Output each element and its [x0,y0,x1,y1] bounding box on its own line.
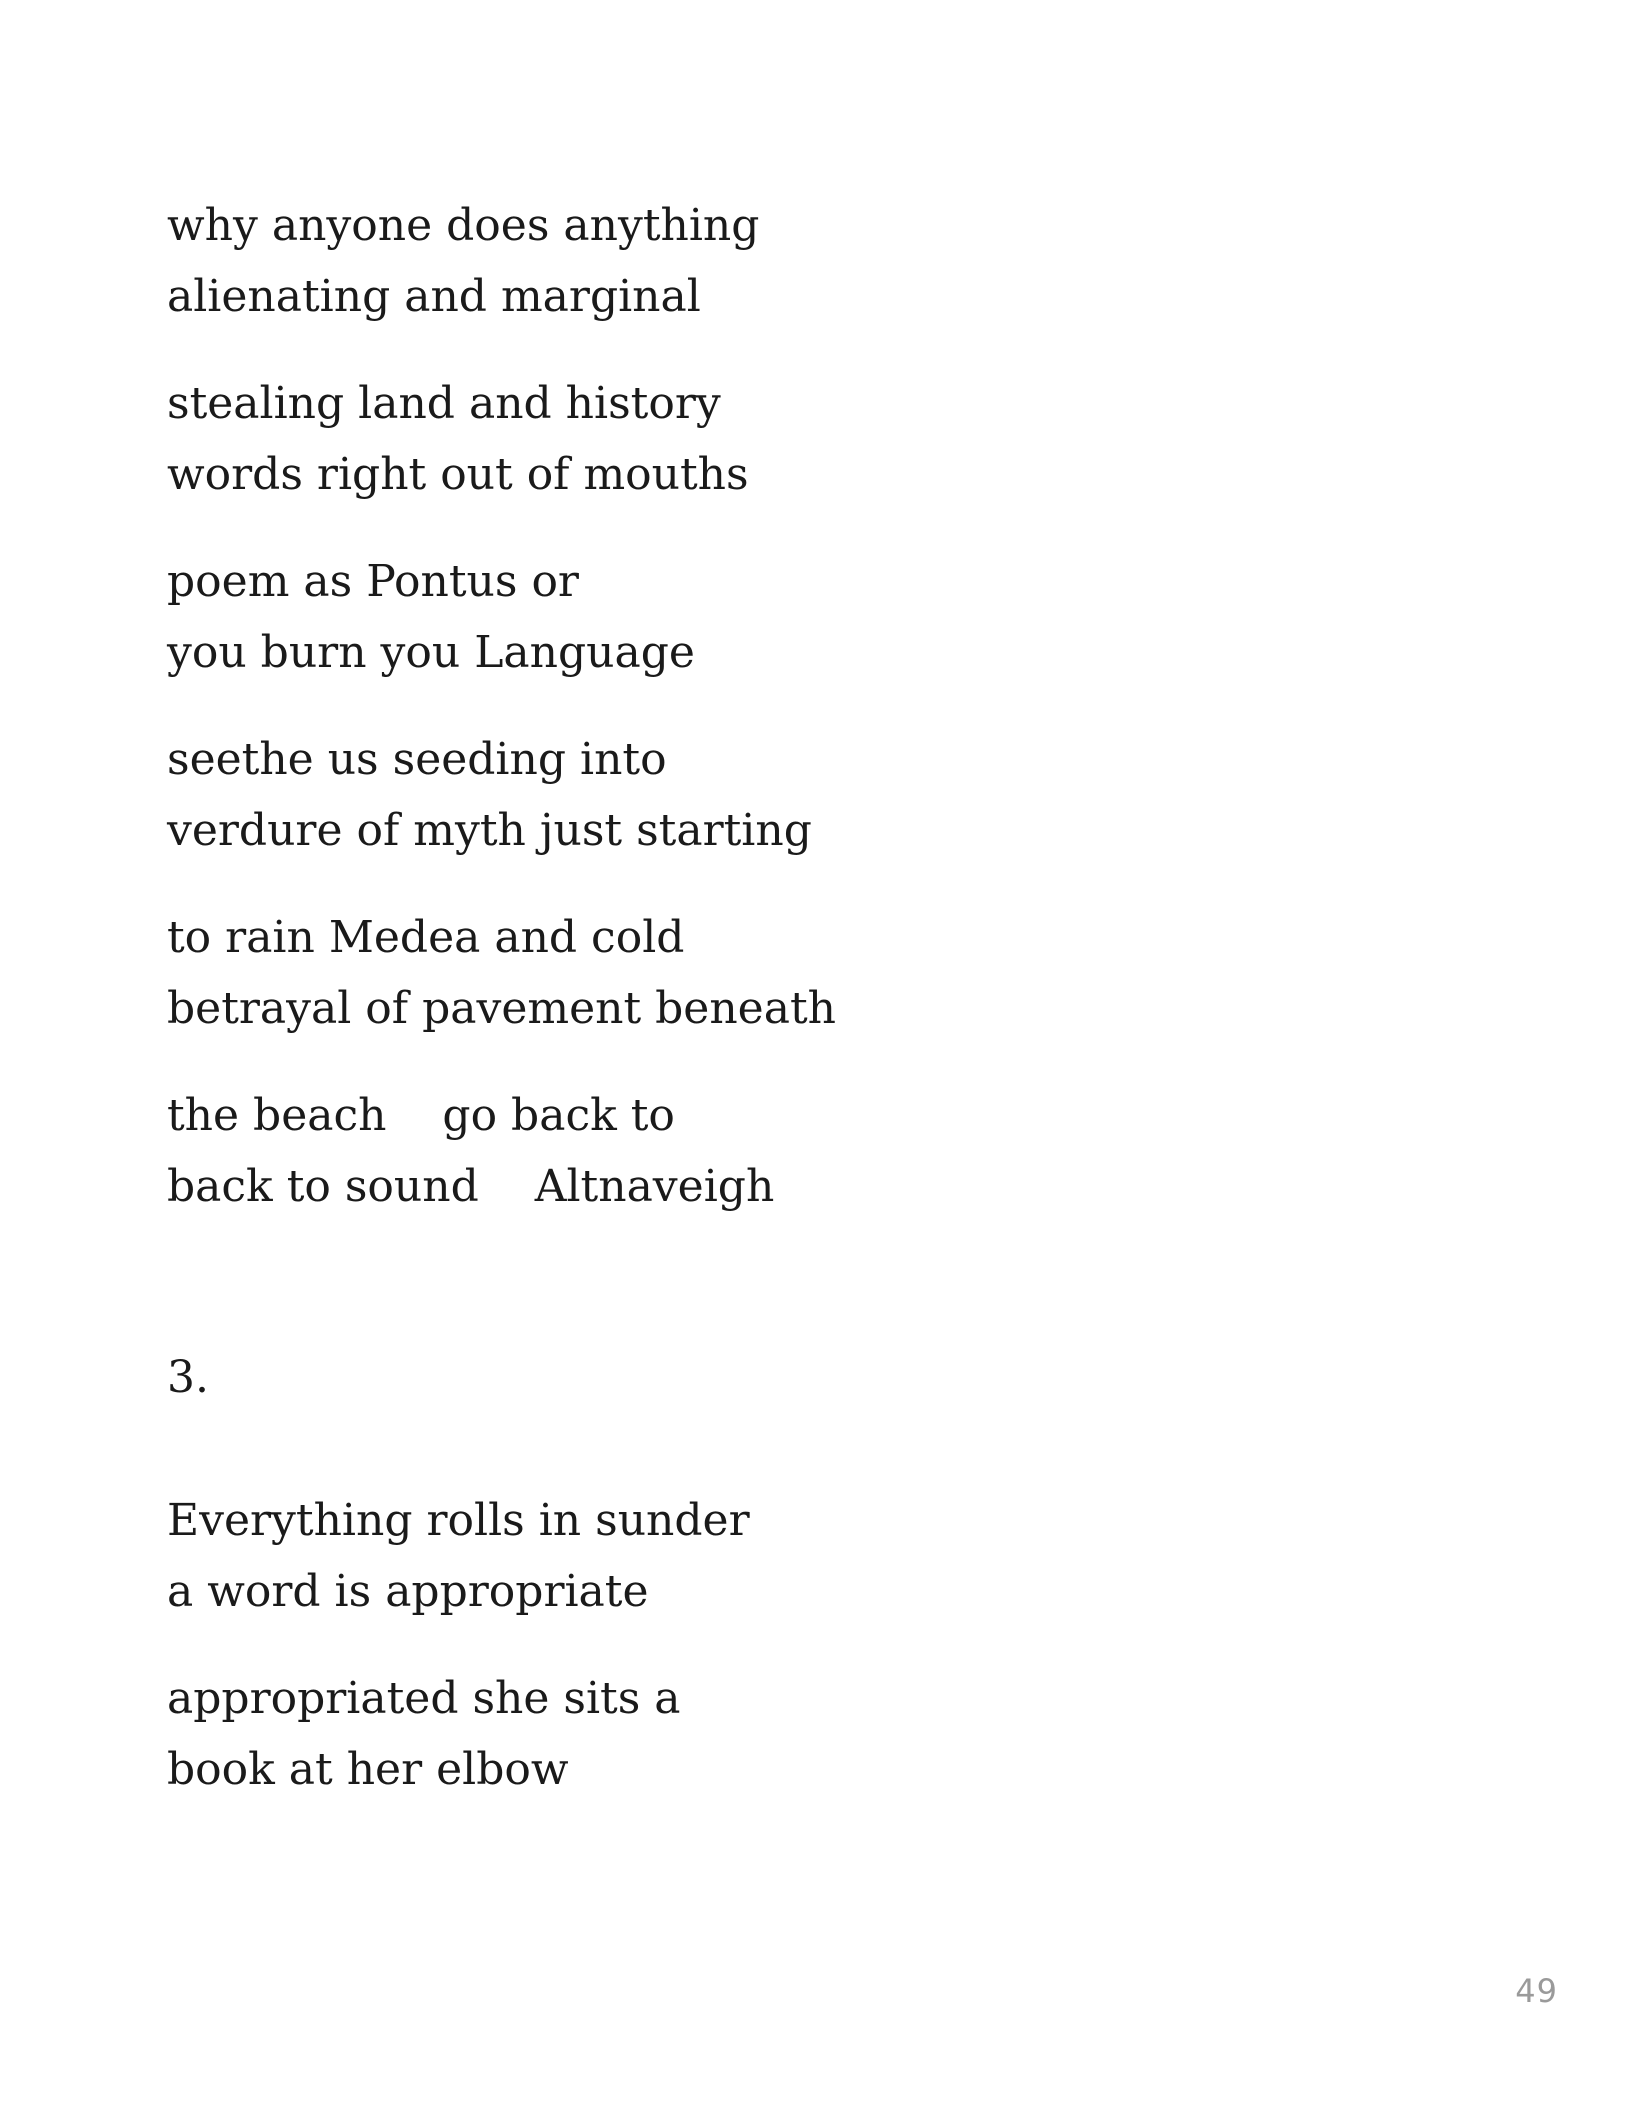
stanza [167,724,1367,866]
poem-line: appropriated she sits a [167,1673,681,1724]
stanza [167,546,1367,688]
page-number: 49 [1515,1972,1558,2010]
poem-line: the beach go back to [167,1090,675,1141]
stanza [167,1485,1367,1627]
poem-line: you burn you Language [167,627,695,678]
stanza [167,1663,1367,1805]
stanza [167,190,1367,332]
poem-line: back to sound Altnaveigh [167,1161,775,1212]
poem-line: why anyone does anything [167,200,760,251]
section-number: 3. [167,1352,209,1403]
poem-line: book at her elbow [167,1744,569,1795]
poem-line: stealing land and history [167,378,721,429]
poem-line: poem as Pontus or [167,556,579,607]
poem-line: words right out of mouths [167,449,749,500]
stanza [167,368,1367,510]
poem-line: seethe us seeding into [167,734,667,785]
poem-line: to rain Medea and cold [167,912,685,963]
poem-line: betrayal of pavement beneath [167,983,836,1034]
poem-line: verdure of myth just starting [167,805,812,856]
poem-body [167,190,1367,1805]
stanza [167,1080,1367,1222]
poem-line: alienating and marginal [167,271,701,322]
poem-line: a word is appropriate [167,1566,649,1617]
stanza [167,902,1367,1044]
poem-line: Everything rolls in sunder [167,1495,750,1546]
